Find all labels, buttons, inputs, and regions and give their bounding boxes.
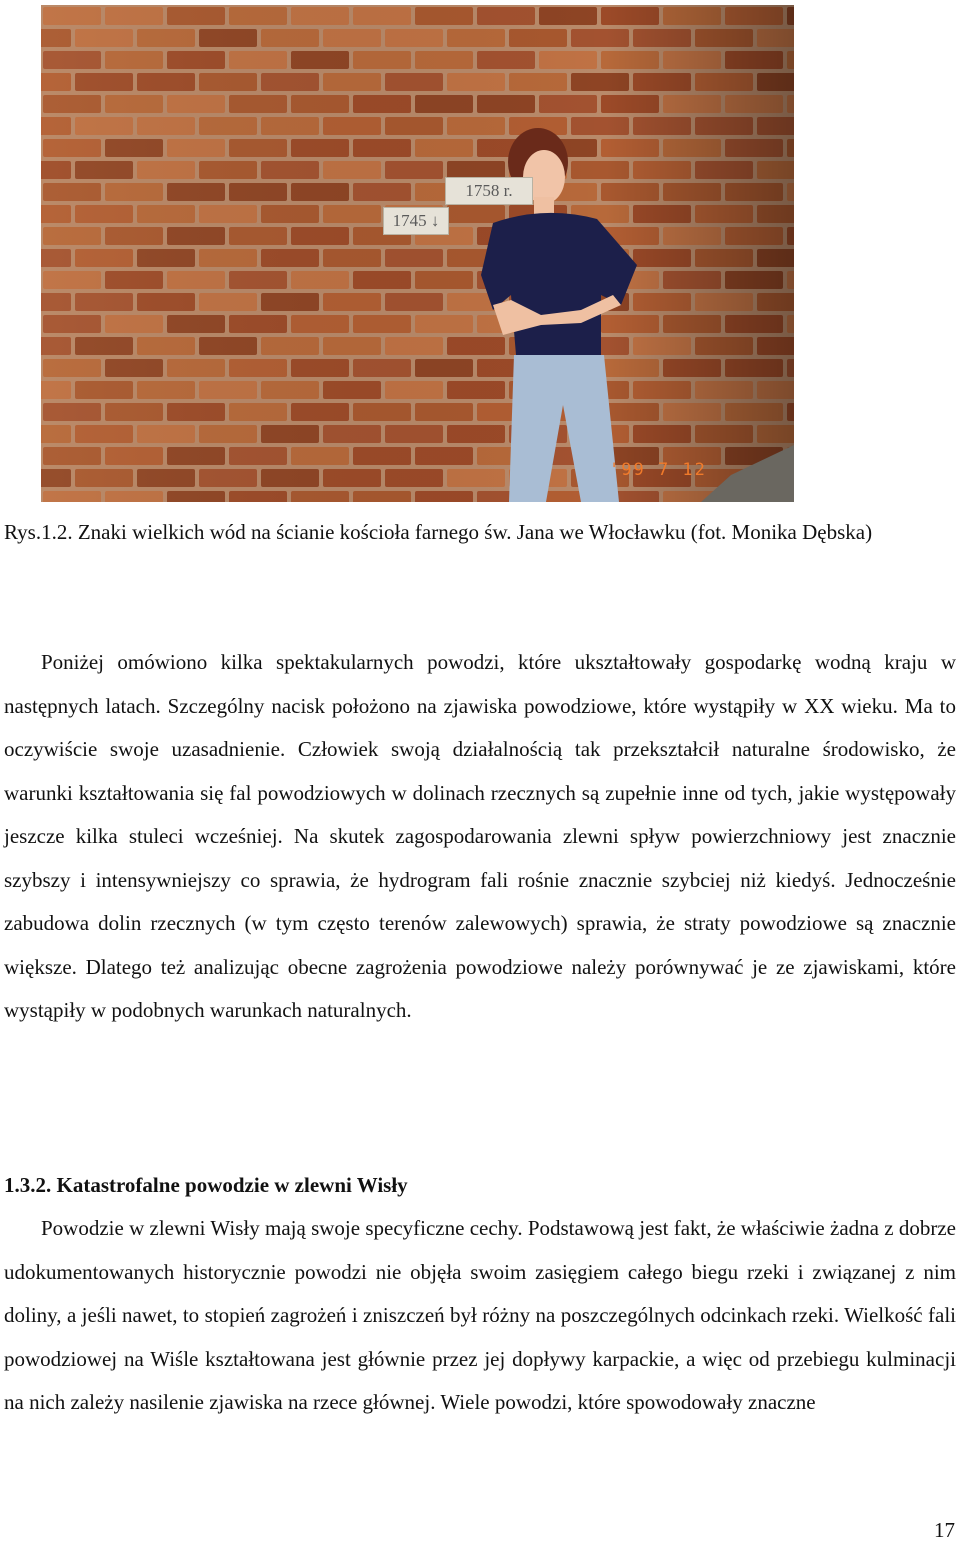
section-heading: 1.3.2. Katastrofalne powodzie w zlewni Wisły <box>4 1173 408 1197</box>
caption-text: Rys.1.2. Znaki wielkich wód na ścianie kościoła farnego św. Jana we Włocławku (fot. Monika Dębska) <box>4 520 873 544</box>
page-number: 17 <box>934 1518 955 1542</box>
paragraph-intro <box>4 641 956 1033</box>
figure-caption <box>4 511 956 555</box>
paragraph-vistula <box>4 1207 956 1425</box>
brick-wall-photo <box>41 5 794 502</box>
photo-date-stamp: '99 7 12 <box>609 460 707 480</box>
flood-mark-plaque-1758: 1758 r. <box>445 177 533 205</box>
paragraph-text: Powodzie w zlewni Wisły mają swoje specyficzne cechy. Podstawową jest fakt, że właściwie żadna z dobrze udokumentowanych historycznie powodzi nie objęła swoim zasięgiem całego biegu rzeki i związanej z nim doliny, a jeśli nawet, to stopień zagrożeń i zniszczeń był różny na poszczególnych odcinkach rzeki. Wielkość fali powodziowej na Wiśle kształtowana jest głównie przez jej dopływy karpackie, a więc od przebiegu kulminacji na nich zależy nasilenie zjawiska na rzece głównej. Wiele powodzi, które spowodowały znaczne <box>4 1216 956 1414</box>
paragraph-text: Poniżej omówiono kilka spektakularnych powodzi, które ukształtowały gospodarkę wodną kraju w następnych latach. Szczególny nacisk położono na zjawiska powodziowe, które wystąpiły w XX wieku. Ma to oczywiście swoje uzasadnienie. Człowiek swoją działalnością tak przekształcił naturalne środowisko, że warunki kształtowania się fal powodziowych w dolinach rzecznych są zupełnie inne od tych, jakie występowały jeszcze kilka stuleci wcześniej. Na skutek zagospodarowania zlewni spływ powierzchniowy jest znacznie szybszy i intensywniejszy co sprawia, że hydrogram fali rośnie znacznie szybciej niż kiedyś. Jednocześnie zabudowa dolin rzecznych (w tym często terenów zalewowych) sprawia, że straty powodziowe są znacznie większe. Dlatego też analizując obecne zagrożenia powodziowe należy porównywać je ze zjawiskami, które wystąpiły w podobnych warunkach naturalnych. <box>4 650 956 1022</box>
figure-photo <box>41 5 794 502</box>
flood-mark-plaque-1745: 1745 ↓ <box>383 207 449 235</box>
